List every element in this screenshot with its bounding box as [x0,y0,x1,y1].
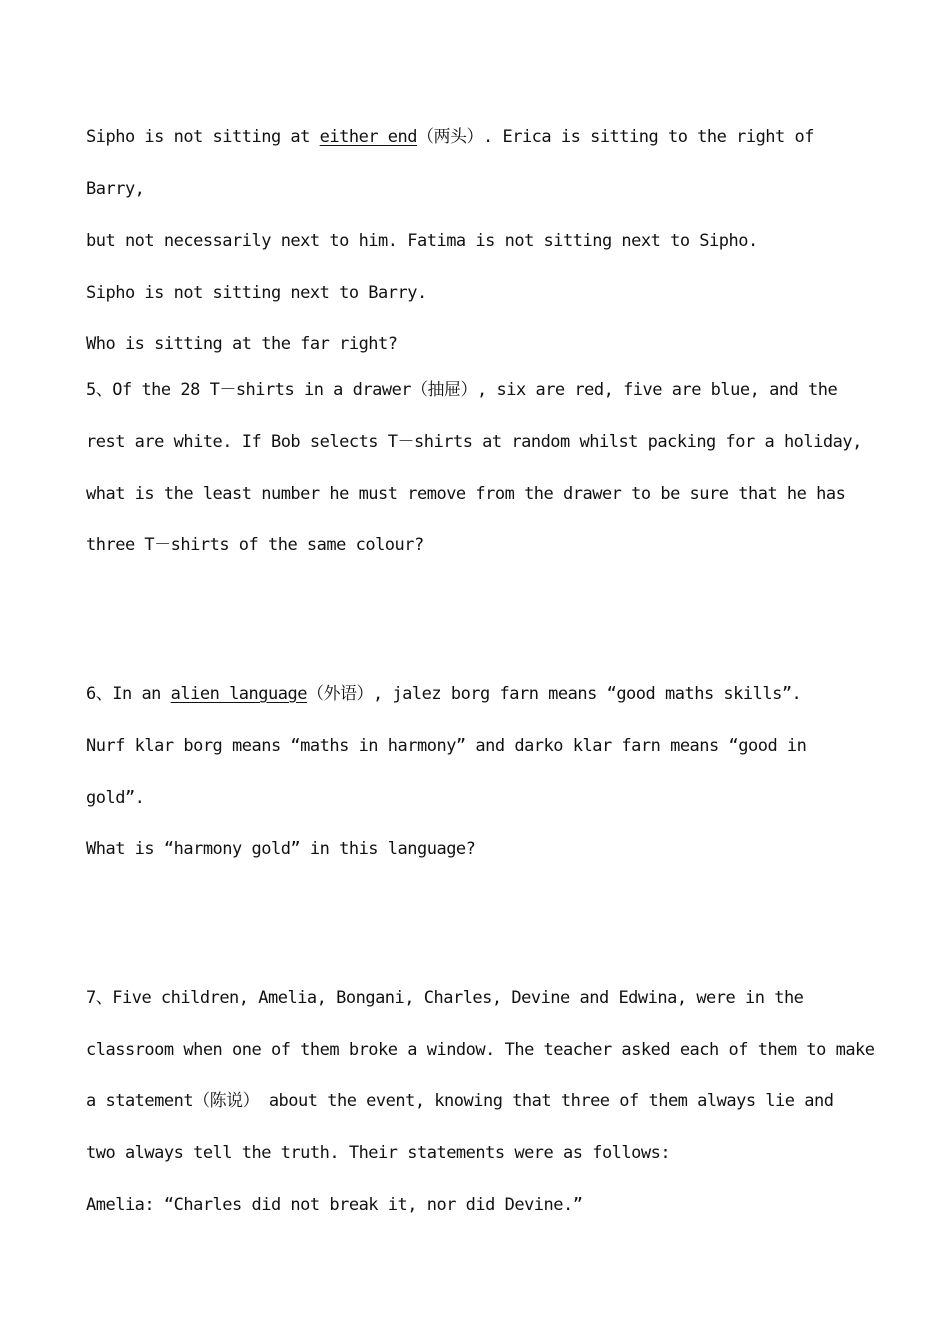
puzzle5-line-1: 5、Of the 28 T－shirts in a drawer（抽屉）, six are red, five are blue, and the [86,380,838,400]
puzzle7-line-4: two always tell the truth. Their statements were as follows: [86,1143,671,1163]
puzzle6-line-2: Nurf klar borg means “maths in harmony” and darko klar farn means “good in [86,736,807,756]
puzzle4-text: （两头）. Erica is sitting to the right of [417,127,814,147]
puzzle4-text: Sipho is not sitting at [86,127,320,147]
puzzle4-line-2: Barry, [86,179,145,199]
puzzle6-text: （外语）, jalez borg farn means “good maths skills”. [306,684,802,704]
underlined-term-either-end: either end [319,127,417,147]
puzzle6-line-1 [86,684,801,704]
puzzle5-line-4: three T－shirts of the same colour? [86,535,424,555]
puzzle7-line-3: a statement（陈说） about the event, knowing that three of them always lie and [86,1091,834,1111]
puzzle5-line-2: rest are white. If Bob selects T－shirts at random whilst packing for a holiday, [86,432,862,452]
underlined-term-alien-language: alien language [170,684,307,704]
puzzle6-text: 6、In an [86,684,171,704]
puzzle4-question: Who is sitting at the far right? [86,334,398,354]
puzzle7-line-1: 7、Five children, Amelia, Bongani, Charles, Devine and Edwina, were in the [86,988,804,1008]
puzzle4-line-1 [86,127,814,147]
puzzle7-line-2: classroom when one of them broke a window. The teacher asked each of them to make [86,1040,875,1060]
puzzle7-statement-amelia: Amelia: “Charles did not break it, nor did Devine.” [86,1195,583,1215]
puzzle6-line-3: gold”. [86,788,145,808]
puzzle6-question: What is “harmony gold” in this language? [86,839,476,859]
puzzle4-line-3: but not necessarily next to him. Fatima is not sitting next to Sipho. [86,231,758,251]
puzzle4-line-4: Sipho is not sitting next to Barry. [86,283,427,303]
puzzle5-line-3: what is the least number he must remove from the drawer to be sure that he has [86,484,846,504]
